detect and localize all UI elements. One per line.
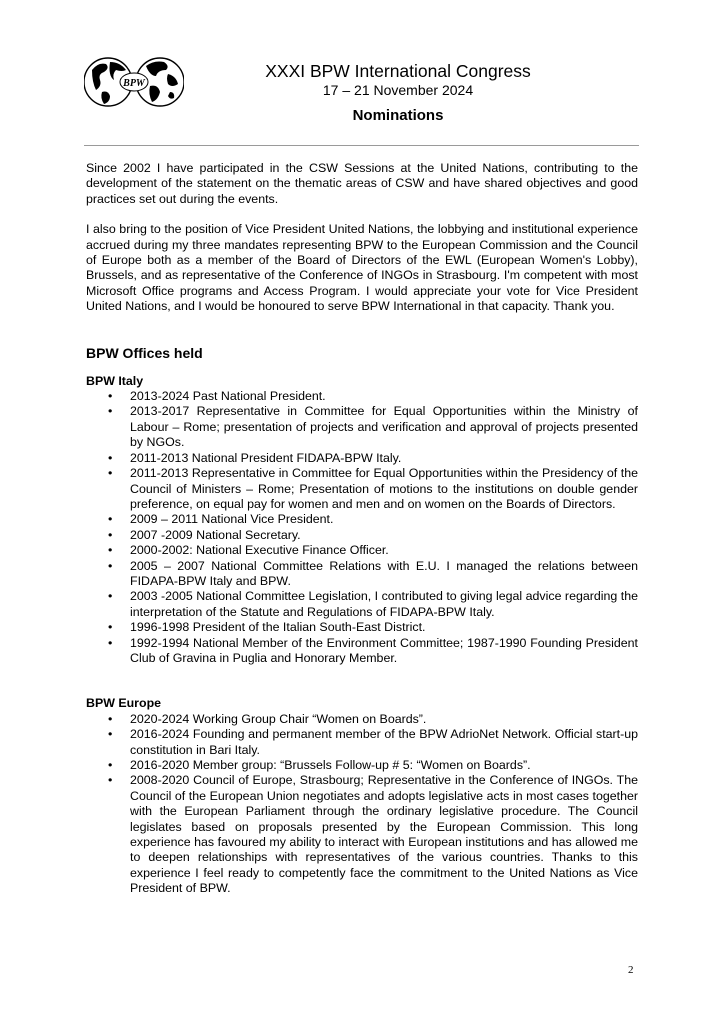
list-item: • 2005 – 2007 National Committee Relations with E.U. I managed the relations between FIDAPA-BPW Italy and BPW. [86, 559, 638, 590]
list-item: • 2007 -2009 National Secretary. [86, 528, 638, 543]
header-divider [84, 145, 639, 146]
list-item: • 2000-2002: National Executive Finance Officer. [86, 543, 638, 558]
list-item: • 2011-2013 National President FIDAPA-BPW Italy. [86, 451, 638, 466]
list-item: • 1992-1994 National Member of the Environment Committee; 1987-1990 Founding President Club of Gravina in Puglia and Honorary Member. [86, 636, 638, 667]
list-item: • 2011-2013 Representative in Committee for Equal Opportunities within the Presidency of the Council of Ministers – Rome; Presentation of motions to the institutions on double gender preference, on equal pay for women and men and on women on the Boards of Directors. [86, 466, 638, 512]
main-content [86, 161, 638, 897]
section-title-offices: BPW Offices held [86, 344, 203, 361]
paragraph-csw: Since 2002 I have participated in the CSW Sessions at the United Nations, contributing to the development of the statement on the thematic areas of CSW and have shared objectives and good practices set out during the events. [86, 161, 638, 206]
list-item: • 1996-1998 President of the Italian South-East District. [86, 620, 638, 635]
list-item: • 2020-2024 Working Group Chair “Women on Boards”. [86, 712, 638, 727]
list-item: • 2013-2017 Representative in Committee for Equal Opportunities within the Ministry of Labour – Rome; presentation of projects and verification and approval of projects presented by NGOs. [86, 404, 638, 450]
congress-dates: 17 – 21 November 2024 [322, 82, 474, 98]
europe-offices-list [86, 712, 638, 897]
logo-text: BPW [123, 78, 145, 89]
page-subtitle: Nominations [352, 107, 444, 124]
page-number: 2 [628, 964, 634, 976]
congress-title: XXXI BPW International Congress [265, 61, 531, 81]
italy-offices-list [86, 389, 638, 666]
list-item: • 2003 -2005 National Committee Legislation, I contributed to giving legal advice regarding the interpretation of the Statute and Regulations of FIDAPA-BPW Italy. [86, 589, 638, 620]
list-item: • 2016-2020 Member group: “Brussels Follow-up # 5: “Women on Boards”. [86, 758, 638, 773]
org-title-europe: BPW Europe [86, 696, 162, 711]
list-item: • 2016-2024 Founding and permanent member of the BPW AdrioNet Network. Official start-up constitution in Bari Italy. [86, 727, 638, 758]
paragraph-vice-president: I also bring to the position of Vice President United Nations, the lobbying and institutional experience accrued during my three mandates representing BPW to the European Commission and the Council of Europe both as a member of the Board of Directors of the EWL (European Women's Lobby), Brussels, and as representative of the Conference of INGOs in Strasbourg. I'm competent with most Microsoft Office programs and Access Program. I would appreciate your vote for Vice President United Nations, and I would be honoured to serve BPW International in that capacity. Thank you. [86, 222, 638, 314]
bpw-globe-logo [84, 52, 184, 110]
list-item: • 2008-2020 Council of Europe, Strasbourg; Representative in the Conference of INGOs. The Council of the European Union negotiates and adopts legislative acts in most cases together with the European Parliament through the ordinary legislative procedure. The Council legislates based on proposals presented by the European Commission. This long experience has favoured my ability to interact with European institutions and has allowed me to deepen relationships with representatives of the various countries. Thanks to this experience I feel ready to competently face the commitment to the United Nations as Vice President of BPW. [86, 773, 638, 896]
list-item: • 2009 – 2011 National Vice President. [86, 512, 638, 527]
list-item: • 2013-2024 Past National President. [86, 389, 638, 404]
org-title-italy: BPW Italy [86, 373, 144, 388]
